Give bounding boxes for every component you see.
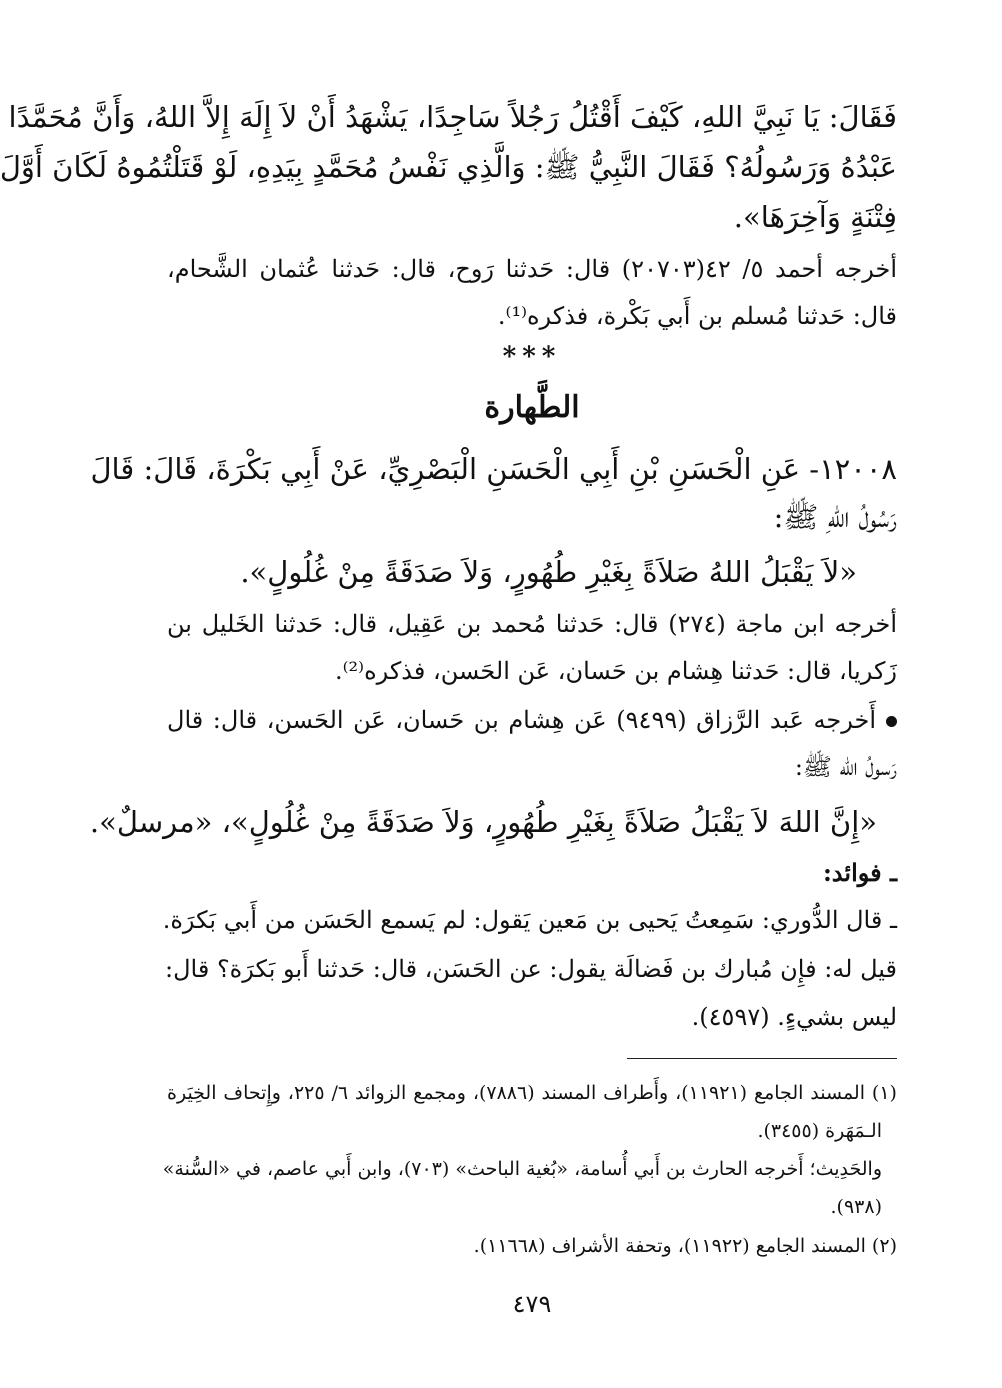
hadith-text-line-2: عَبْدُهُ وَرَسُولُهُ؟ فَقَالَ النَّبِيُّ ﷺ: وَالَّذِي نَفْسُ مُحَمَّدٍ بِيَدِهِ، لَوْ قَتَلْتُمُوهُ لَكَانَ أَوَّلَ: [0, 150, 897, 184]
fawaid-line-2: قيل له: فإِن مُبارك بن فَضالَة يقول: عن الحَسَن، قال: حَدثنا أَبو بَكرَة؟ قال:: [165, 955, 897, 983]
footnote-1-line-1: (١) المسند الجامع (١١٩٢١)، وأَطراف المسند (٧٨٨٦)، ومجمع الزوائد ٦/ ٢٢٥، وإِتحاف الخِيَرة: [167, 1082, 897, 1104]
footnote-1-line-4: (٩٣٨).: [830, 1196, 882, 1218]
hadith-isnad-line-2: رَسُولُ اللهِ ﷺ:: [773, 500, 897, 534]
takhrij-ibn-majah-line-1: أخرجه ابن ماجة (٢٧٤) قال: حَدثنا مُحمد بن عَقِيل، قال: حَدثنا الخَليل بن: [167, 610, 898, 638]
fawaid-line-3: ليس بشيءٍ. (٤٥٩٧).: [691, 1003, 897, 1031]
fawaid-heading: ـ فوائد:: [822, 858, 897, 887]
footnote-1-line-2: الـمَهَرة (٣٤٥٥).: [757, 1120, 882, 1142]
takhrij-abd-razzaq-line-1: [167, 706, 897, 734]
takhrij-abd-razzaq-text: أَخرجه عَبد الرَّزاق (٩٤٩٩) عَن هِشام بن حَسان، عَن الحَسن، قال: قال: [167, 706, 877, 734]
hadith-matn-1: «لاَ يَقْبَلُ اللهُ صَلاَةً بِغَيْرِ طُهُورٍ، وَلاَ صَدَقَةً مِنْ غُلُولٍ».: [240, 555, 857, 589]
footnote-2: (٢) المسند الجامع (١١٩٢٢)، وتحفة الأشراف (١١٦٦٨).: [473, 1235, 897, 1257]
bullet-icon: [886, 716, 897, 727]
hadith-text-line-3: فِتْنَةٍ وَآخِرَهَا».: [733, 200, 897, 234]
hadith-isnad-line-1: ١٢٠٠٨- عَنِ الْحَسَنِ بْنِ أَبِي الْحَسَنِ الْبَصْرِيِّ، عَنْ أَبِي بَكْرَةَ، قَالَ: قَالَ: [90, 452, 897, 486]
footnote-divider: [627, 1058, 897, 1059]
page-number: ٤٧٩: [512, 1290, 552, 1318]
footnote-1-line-3: والحَدِيث؛ أَخرجه الحارث بن أَبي أُسامة، «بُغية الباحث» (٧٠٣)، وابن أَبي عاصم، في «السُّنة»: [162, 1158, 882, 1180]
fawaid-line-1: ـ قال الدُّوري: سَمِعتُ يَحيى بن مَعين يَقول: لم يَسمع الحَسَن من أَبي بَكرَة.: [162, 906, 897, 934]
section-title: الطَّهارة: [484, 390, 580, 425]
takhrij-ibn-majah-line-2: زَكريا، قال: حَدثنا هِشام بن حَسان، عَن الحَسن، فذكره⁽²⁾.: [335, 657, 897, 685]
hadith-matn-2: «إِنَّ اللهَ لاَ يَقْبَلُ صَلاَةً بِغَيْرِ طُهُورٍ، وَلاَ صَدَقَةً مِنْ غُلُولٍ»، «مرسلٌ».: [89, 805, 877, 839]
hadith-text-line-1: فَقَالَ: يَا نَبِيَّ اللهِ، كَيْفَ أَقْتُلُ رَجُلاً سَاجِدًا، يَشْهَدُ أَنْ لاَ إِلَهَ إِلاَّ اللهُ، وَأَنَّ مُحَمَّدًا: [8, 100, 897, 134]
section-separator: ***: [502, 342, 562, 372]
takhrij-abd-razzaq-line-2: رَسولُ الله ﷺ:: [794, 753, 897, 781]
takhrij-line-1: أخرجه أحمد ٥/ ٤٢(٢٠٧٠٣) قال: حَدثنا رَوح، قال: حَدثنا عُثمان الشَّحام،: [167, 255, 898, 283]
takhrij-line-2: قال: حَدثنا مُسلم بن أَبي بَكْرة، فذكره⁽¹⁾.: [497, 302, 897, 330]
